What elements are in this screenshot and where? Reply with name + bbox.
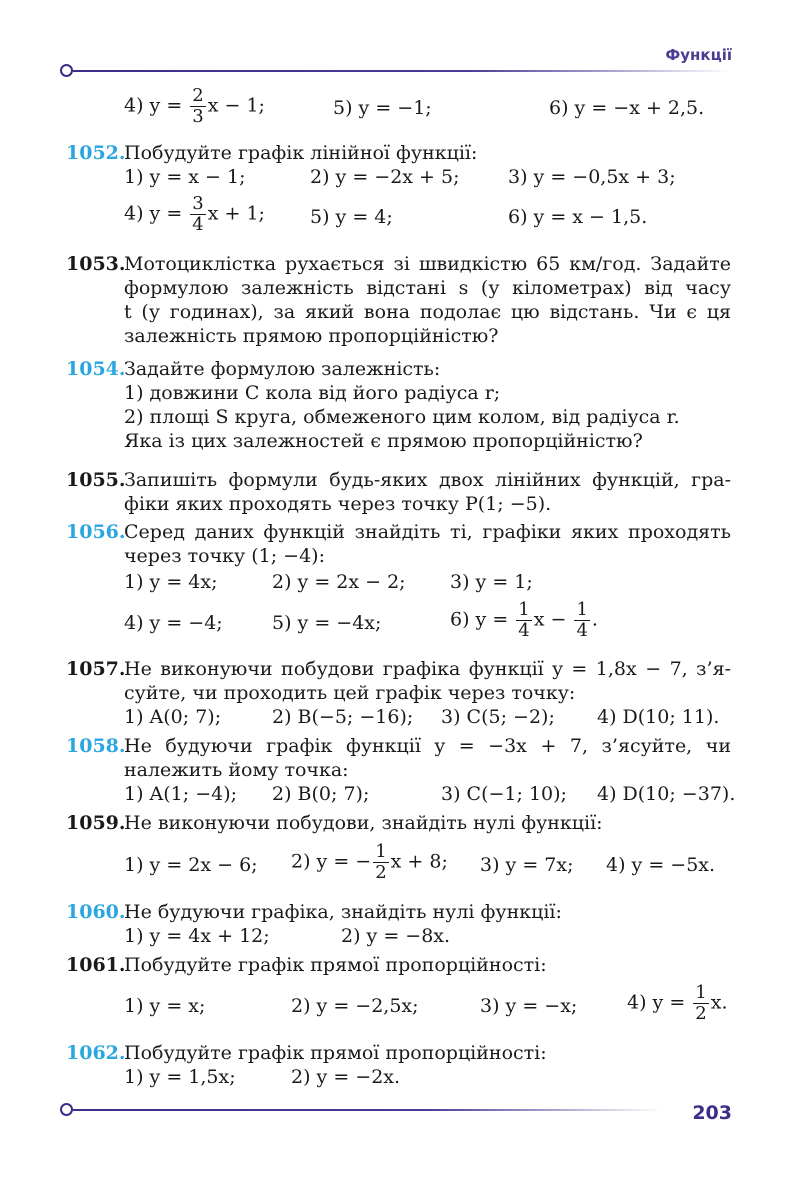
item: 4) y = −4; bbox=[124, 612, 223, 634]
exercise-text: через точку (1; −4): bbox=[124, 545, 325, 567]
exercise-number: 1052. bbox=[66, 142, 126, 164]
item: 2) B(−5; −16); bbox=[272, 706, 414, 728]
page-number: 203 bbox=[692, 1102, 732, 1124]
exercise-text: формулою залежність відстані s (у кілометрах) від часу bbox=[124, 277, 731, 299]
item: 1) y = 4x; bbox=[124, 571, 218, 593]
fraction: $\frac{1}{4}$ bbox=[576, 599, 588, 641]
item: 2) y = −2,5x; bbox=[291, 995, 419, 1017]
exercise-text: Побудуйте графік прямої пропорційності: bbox=[124, 1042, 547, 1064]
exercise-text: Не будуючи графіка, знайдіть нулі функції: bbox=[124, 901, 562, 923]
item: 1) y = 4x + 12; bbox=[124, 925, 270, 947]
footer-rule bbox=[73, 1109, 663, 1111]
item: 1) y = 2x − 6; bbox=[124, 854, 258, 876]
item: 2) y = −2x + 5; bbox=[310, 166, 460, 188]
exercise-number: 1055. bbox=[66, 469, 126, 491]
item: 1) A(1; −4); bbox=[124, 783, 238, 805]
item: 3) y = 7x; bbox=[480, 854, 574, 876]
exercise-text: Запишіть формули будь-яких двох лінійних функцій, гра- bbox=[124, 469, 731, 491]
item: 2) y = −8x. bbox=[341, 925, 451, 947]
item: 1) A(0; 7); bbox=[124, 706, 222, 728]
footer-rule-dot bbox=[60, 1103, 73, 1116]
item: 3) y = 1; bbox=[450, 571, 533, 593]
item: 5) y = −4x; bbox=[272, 612, 382, 634]
item: 5) y = 4; bbox=[310, 206, 393, 228]
item: 1) y = x − 1; bbox=[124, 166, 246, 188]
item: 1) y = 1,5x; bbox=[124, 1066, 236, 1088]
exercise-text: Серед даних функцій знайдіть ті, графіки яких проходять bbox=[124, 521, 731, 543]
item: 3) y = −x; bbox=[480, 995, 578, 1017]
section-title: Функції bbox=[665, 46, 732, 64]
top-item-4: 4) y = $\frac{2}{3}$ x − 1; bbox=[124, 85, 265, 127]
exercise-number: 1057. bbox=[66, 658, 126, 680]
exercise-text: Задайте формулою залежність: bbox=[124, 358, 441, 380]
exercise-number: 1053. bbox=[66, 253, 126, 275]
exercise-number: 1054. bbox=[66, 358, 126, 380]
exercise-text: Мотоциклістка рухається зі швидкістю 65 км/год. Задайте bbox=[124, 253, 731, 275]
exercise-text: Не виконуючи побудови графіка функції y = 1,8x − 7, з’я- bbox=[124, 658, 731, 680]
item: 4) y = $\frac{1}{2}$ x. bbox=[627, 982, 728, 1024]
fraction: $\frac{1}{2}$ bbox=[695, 982, 707, 1024]
exercise-text: Яка із цих залежностей є прямою пропорційністю? bbox=[124, 430, 643, 452]
item: 4) y = −5x. bbox=[606, 854, 716, 876]
exercise-text: Не будуючи графік функції y = −3x + 7, з’ясуйте, чи bbox=[124, 735, 731, 757]
top-item-5: 5) y = −1; bbox=[333, 97, 432, 119]
item: 3) y = −0,5x + 3; bbox=[508, 166, 676, 188]
item: 6) y = x − 1,5. bbox=[508, 206, 648, 228]
exercise-number: 1062. bbox=[66, 1042, 126, 1064]
item: 4) D(10; 11). bbox=[597, 706, 720, 728]
exercise-number: 1061. bbox=[66, 954, 126, 976]
item: 4) y = $\frac{3}{4}$ x + 1; bbox=[124, 193, 265, 235]
header-rule bbox=[73, 70, 733, 72]
exercise-text: належить йому точка: bbox=[124, 759, 349, 781]
exercise-text: суйте, чи проходить цей графік через точку: bbox=[124, 682, 576, 704]
item: 2) y = 2x − 2; bbox=[272, 571, 406, 593]
exercise-text: t (у годинах), за який вона подолає цю відстань. Чи є ця bbox=[124, 301, 731, 323]
exercise-text: фіки яких проходять через точку P(1; −5). bbox=[124, 493, 552, 515]
exercise-text: 2) площі S круга, обмеженого цим колом, від радіуса r. bbox=[124, 406, 680, 428]
exercise-text: залежність прямою пропорційністю? bbox=[124, 325, 499, 347]
item: 3) C(5; −2); bbox=[441, 706, 555, 728]
item: 6) y = $\frac{1}{4}$ x − $\frac{1}{4}$ . bbox=[450, 599, 598, 641]
exercise-number: 1058. bbox=[66, 735, 126, 757]
fraction: $\frac{3}{4}$ bbox=[192, 193, 204, 235]
fraction: $\frac{2}{3}$ bbox=[192, 85, 204, 127]
exercise-text: Побудуйте графік прямої пропорційності: bbox=[124, 954, 547, 976]
item: 2) B(0; 7); bbox=[272, 783, 370, 805]
item: 3) C(−1; 10); bbox=[441, 783, 567, 805]
exercise-number: 1056. bbox=[66, 521, 126, 543]
fraction: $\frac{1}{2}$ bbox=[375, 841, 387, 883]
exercise-number: 1059. bbox=[66, 812, 126, 834]
item: 4) D(10; −37). bbox=[597, 783, 736, 805]
header-rule-dot bbox=[60, 64, 73, 77]
item: 1) y = x; bbox=[124, 995, 206, 1017]
exercise-text: Побудуйте графік лінійної функції: bbox=[124, 142, 478, 164]
fraction: $\frac{1}{4}$ bbox=[518, 599, 530, 641]
exercise-number: 1060. bbox=[66, 901, 126, 923]
exercise-text: 1) довжини C кола від його радіуса r; bbox=[124, 382, 501, 404]
exercise-text: Не виконуючи побудови, знайдіть нулі функції: bbox=[124, 812, 603, 834]
top-item-6: 6) y = −x + 2,5. bbox=[549, 97, 705, 119]
item: 2) y = − $\frac{1}{2}$ x + 8; bbox=[291, 841, 448, 883]
item: 2) y = −2x. bbox=[291, 1066, 401, 1088]
